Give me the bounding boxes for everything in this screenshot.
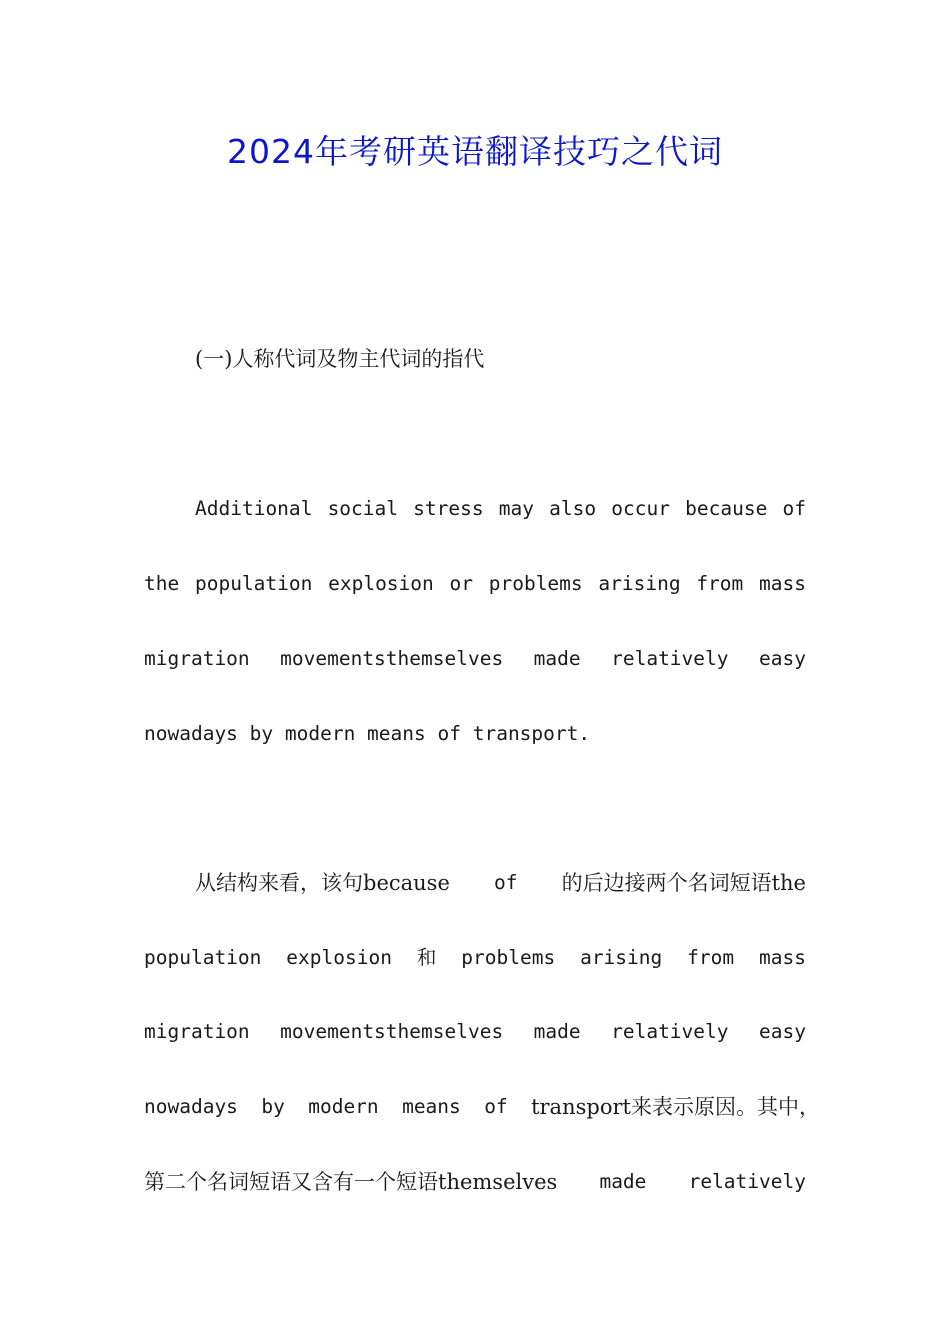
word: relatively [688, 1170, 806, 1193]
word: relatively [611, 647, 729, 670]
word: of [494, 871, 518, 894]
word: movementsthemselves [280, 1020, 504, 1043]
word: relatively [611, 1020, 729, 1043]
word: of [484, 1095, 508, 1118]
word: migration [144, 1020, 250, 1043]
word: social [327, 497, 399, 520]
word: mass [759, 946, 806, 969]
paragraph1-line1 [195, 491, 806, 527]
word: stress [413, 497, 484, 520]
word: may [498, 497, 535, 520]
word: easy [758, 1020, 806, 1043]
paragraph2-line3 [144, 1014, 806, 1050]
word: mass [759, 572, 806, 595]
text-segment: transport来表示原因。其中， [531, 1095, 820, 1119]
paragraph2-line5 [144, 1164, 806, 1200]
word: of [782, 497, 806, 520]
word: made [533, 1020, 581, 1043]
text-segment: 第二个名词短语又含有一个短语themselves [144, 1170, 558, 1194]
word: made [599, 1170, 647, 1193]
paragraph1-line3 [144, 641, 806, 677]
word: population [144, 946, 262, 969]
word: arising [598, 572, 681, 595]
word: nowadays [144, 1095, 238, 1118]
paragraph1-line4: nowadays by modern means of transport. [144, 722, 591, 745]
text-segment: 从结构来看，该句because [195, 871, 450, 895]
word: because [685, 497, 768, 520]
word: from [687, 946, 735, 969]
word: explosion [286, 946, 392, 969]
text-segment: 的后边接两个名词短语the [561, 871, 806, 895]
word: or [449, 572, 473, 595]
paragraph2-line4 [144, 1089, 820, 1125]
word: problems [488, 572, 583, 595]
word: easy [758, 647, 806, 670]
word: population [194, 572, 313, 595]
word: from [696, 572, 744, 595]
word: modern [308, 1095, 379, 1118]
word: occur [611, 497, 670, 520]
word: problems [461, 946, 556, 969]
word: means [402, 1095, 461, 1118]
paragraph1-line2 [144, 566, 806, 602]
word: by [261, 1095, 285, 1118]
paragraph2-line1 [195, 865, 806, 901]
word: migration [144, 647, 250, 670]
paragraph2-line2 [144, 940, 806, 976]
word: arising [580, 946, 663, 969]
word: explosion [328, 572, 434, 595]
word: the [144, 572, 180, 595]
word: movementsthemselves [280, 647, 504, 670]
word: also [549, 497, 597, 520]
word: Additional [195, 497, 313, 520]
document-title: 2024年考研英语翻译技巧之代词 [227, 132, 723, 171]
section-heading: (一)人称代词及物主代词的指代 [195, 347, 485, 371]
word: 和 [416, 946, 437, 969]
word: made [533, 647, 581, 670]
